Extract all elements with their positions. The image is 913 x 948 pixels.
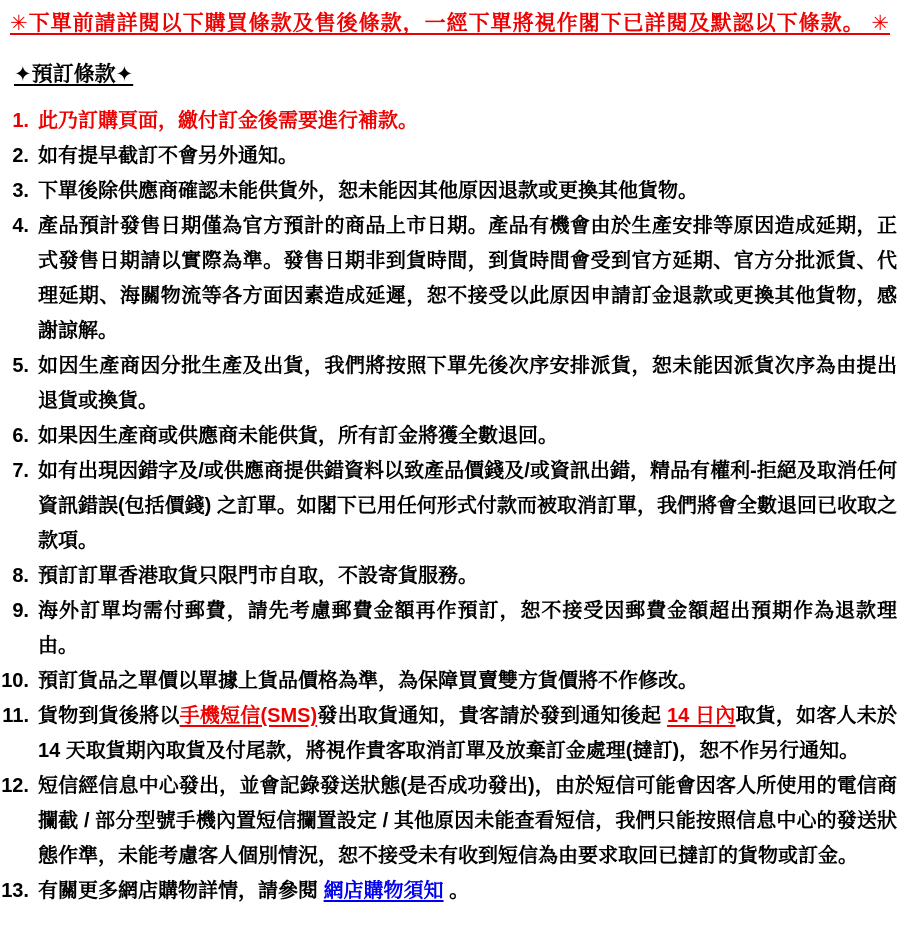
term-number: 11. xyxy=(2,705,29,727)
term-number: 5. xyxy=(12,355,29,377)
term-text-segment: 手機短信(SMS) xyxy=(179,705,318,727)
term-text-segment: 如因生產商因分批生產及出貨，我們將按照下單先後次序安排派貨，恕未能因派貨次序為由提出退貨或換貨。 xyxy=(38,355,897,412)
term-text-segment: 此乃訂購頁面，繳付訂金後需要進行補款。 xyxy=(38,110,418,132)
term-number: 9. xyxy=(12,600,29,622)
term-item-11 xyxy=(0,699,897,769)
term-text-segment: 。 xyxy=(443,880,470,902)
term-item-5 xyxy=(0,349,897,419)
term-text-segment: 如有提早截訂不會另外通知。 xyxy=(38,145,298,167)
term-number: 8. xyxy=(12,565,29,587)
term-text-segment: 預訂訂單香港取貨只限門市自取，不設寄貨服務。 xyxy=(38,565,478,587)
term-number: 2. xyxy=(12,145,29,167)
term-item-8 xyxy=(0,559,897,594)
term-text-segment: 如果因生產商或供應商未能供貨，所有訂金將獲全數退回。 xyxy=(38,425,558,447)
term-text-segment: 短信經信息中心發出，並會記錄發送狀態(是否成功發出)，由於短信可能會因客人所使用的電信商攔截 / 部分型號手機內置短信攔置設定 / 其他原因未能查看短信，我們只能按照信息中心的發送狀態作準，未能考慮客人個別情況，恕不接受未有收到短信為由要求取回已撻訂的貨物或訂金。 xyxy=(38,775,897,867)
term-text-segment: 取貨，如客人未於 14 天取貨期內取貨及付尾款，將視作貴客取消訂單及放棄訂金處理(撻訂)，恕不作另行通知。 xyxy=(38,705,898,762)
purchase-notice-header: ✳下單前請詳閱以下購買條款及售後條款，一經下單將視作閣下已詳閱及默認以下條款。 ✳ xyxy=(10,12,891,35)
term-item-6 xyxy=(0,419,897,454)
term-number: 13. xyxy=(1,880,29,902)
term-number: 6. xyxy=(12,425,29,447)
terms-list xyxy=(0,104,897,909)
term-number: 12. xyxy=(1,775,29,797)
term-item-1 xyxy=(0,104,897,139)
term-item-2 xyxy=(0,139,897,174)
term-item-7 xyxy=(0,454,897,559)
section-title-preorder-terms: ✦預訂條款✦ xyxy=(14,63,134,86)
term-text-segment: 如有出現因錯字及/或供應商提供錯資料以致產品價錢及/或資訊出錯，精品有權利-拒絕及取消任何資訊錯誤(包括價錢) 之訂單。如閣下已用任何形式付款而被取消訂單，我們將會全數退回已收取之款項。 xyxy=(38,460,897,552)
term-text-segment: 產品預計發售日期僅為官方預計的商品上市日期。產品有機會由於生產安排等原因造成延期，正式發售日期請以實際為準。發售日期非到貨時間，到貨時間會受到官方延期、官方分批派貨、代理延期、海關物流等各方面因素造成延遲，恕不接受以此原因申請訂金退款或更換其他貨物，感謝諒解。 xyxy=(38,215,897,342)
term-text-segment: 發出取貨通知，貴客請於發到通知後起 xyxy=(317,705,667,727)
term-number: 10. xyxy=(1,670,29,692)
term-number: 7. xyxy=(12,460,29,482)
term-item-3 xyxy=(0,174,897,209)
term-number: 1. xyxy=(12,110,29,132)
term-text-segment: 海外訂單均需付郵費，請先考慮郵費金額再作預訂，恕不接受因郵費金額超出預期作為退款理由。 xyxy=(38,600,897,657)
term-text-segment: 14 日內 xyxy=(666,705,736,727)
term-text-segment: 貨物到貨後將以 xyxy=(38,705,180,727)
term-item-9 xyxy=(0,594,897,664)
term-number: 3. xyxy=(12,180,29,202)
term-item-4 xyxy=(0,209,897,349)
term-text-segment: 下單後除供應商確認未能供貨外，恕未能因其他原因退款或更換其他貨物。 xyxy=(38,180,698,202)
term-item-10 xyxy=(0,664,897,699)
term-item-13 xyxy=(0,874,897,909)
term-item-12 xyxy=(0,769,897,874)
term-text-segment: 預訂貨品之單價以單據上貨品價格為準，為保障買賣雙方貨價將不作修改。 xyxy=(38,670,698,692)
store-shopping-guide-link[interactable]: 網店購物須知 xyxy=(323,880,444,902)
term-text-segment: 有關更多網店購物詳情，請參閱 xyxy=(38,880,324,902)
term-number: 4. xyxy=(12,215,29,237)
